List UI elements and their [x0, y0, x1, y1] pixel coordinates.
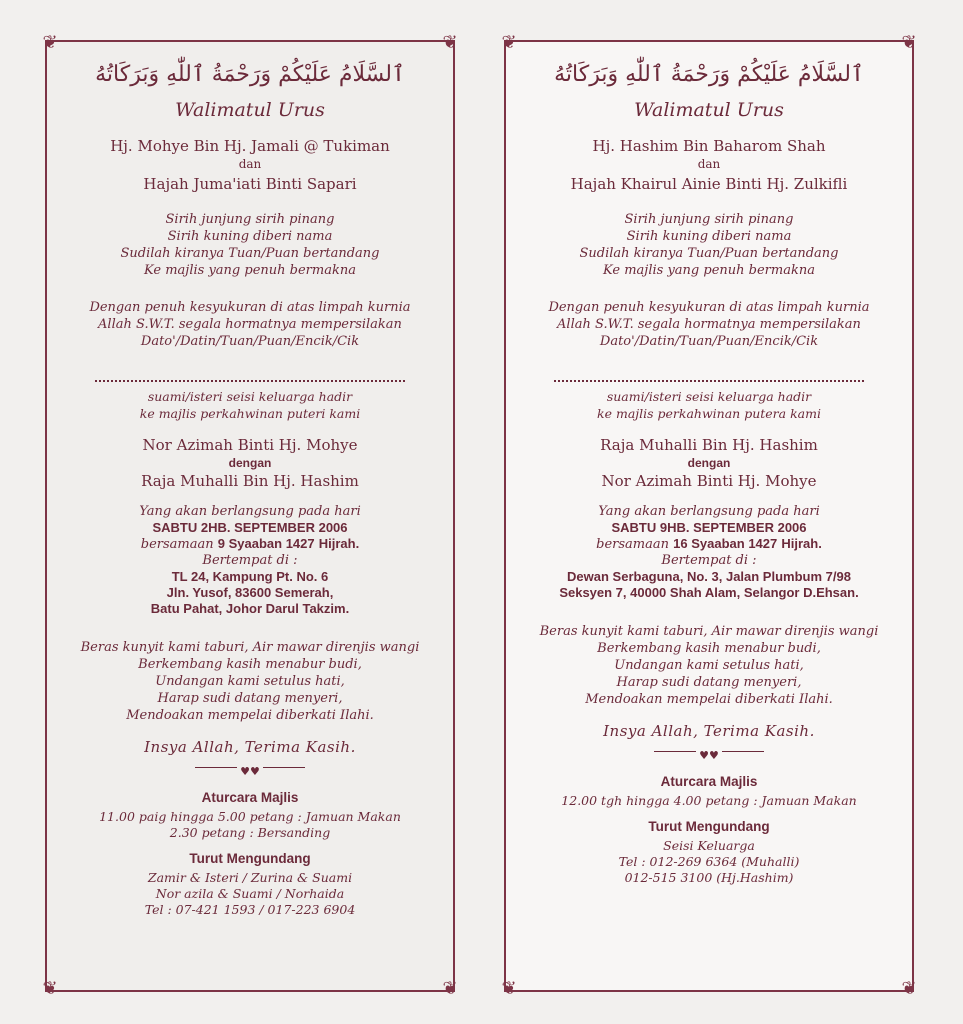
card-title: Walimatul Urus — [634, 99, 784, 121]
invite-lines: suami/isteri seisi keluarga hadir ke majlis perkahwinan puteri kami — [139, 389, 361, 421]
hearts-icon: ♥♥ — [237, 765, 263, 778]
pantun-verse: Sirih junjung sirih pinang Sirih kuning diberi nama Sudilah kiranya Tuan/Puan bertandang Ke majlis yang penuh bermakna — [579, 212, 839, 278]
invitation-text: Dengan penuh kesyukuran di atas limpah kurnia Allah S.W.T. segala hormatnya mempersilakan Dato'/Datin/Tuan/Puan/Encik/Cik — [548, 300, 870, 349]
event-date: SABTU 9HB. SEPTEMBER 2006 — [611, 520, 807, 535]
card-title: Walimatul Urus — [175, 99, 325, 121]
bride-name: Nor Azimah Binti Hj. Mohye — [142, 436, 358, 454]
hearts-icon: ♥♥ — [696, 749, 722, 762]
dengan-label: dengan — [687, 456, 731, 470]
thanks-text: Insya Allah, Terima Kasih. — [603, 722, 815, 740]
pantun-verse: Sirih junjung sirih pinang Sirih kuning diberi nama Sudilah kiranya Tuan/Puan bertandang Ke majlis yang penuh bermakna — [120, 212, 380, 278]
closing-verse: Beras kunyit kami taburi, Air mawar direnjis wangi Berkembang kasih menabur budi, Undangan kami setulus hati, Harap sudi datang menyeri, Mendoakan mempelai diberkati Ilahi. — [539, 624, 879, 707]
corner-ornament-icon: ❦ — [901, 32, 917, 53]
corner-ornament-icon: ❦ — [42, 978, 58, 999]
parent-father: Hj. Hashim Bin Baharom Shah — [592, 137, 826, 155]
corner-ornament-icon: ❦ — [442, 978, 458, 999]
groom-name: Raja Muhalli Bin Hj. Hashim — [600, 436, 818, 454]
dengan-label: dengan — [228, 456, 272, 470]
corner-ornament-icon: ❦ — [42, 32, 58, 53]
parent-mother: Hajah Khairul Ainie Binti Hj. Zulkifli — [570, 175, 848, 193]
bride-name: Nor Azimah Binti Hj. Mohye — [601, 472, 817, 490]
arabic-greeting: ٱلسَّلَامُ عَلَيْكُمْ وَرَحْمَةُ ٱللّٰهِ وَبَرَكَاتُهُ — [95, 62, 405, 87]
corner-ornament-icon: ❦ — [442, 32, 458, 53]
venue-address: Dewan Serbaguna, No. 3, Jalan Plumbum 7/98 Seksyen 7, 40000 Shah Alam, Selangor D.Ehsan. — [559, 569, 859, 600]
invitation-card-left: ❦ ❦ ❦ ❦ ٱلسَّلَامُ عَلَيْكُمْ وَرَحْمَةُ ٱللّٰهِ وَبَرَكَاتُهُ Walimatul Urus Hj. Mohye Bin Hj. Jamali @ Tukiman dan Hajah Juma'iati Binti Sapari Sirih junjung sirih pinang Sirih kuning diberi nama Sudilah kiranya Tuan/Puan bertandang Ke majlis yang penuh bermakna Dengan penuh kesyukuran di atas limpah kurnia Allah S.W.T. segala hormatnya mempersilakan Dato'/Datin/Tuan/Puan/Encik/Cik suami/isteri seisi keluarga hadir ke majlis perkahwinan puteri kami Nor Azimah Binti Hj. Mohye dengan Raja Muhalli Bin Hj. Hashim Yang akan berlangsung pada hari SABTU 2HB. SEPTEMBER 2006 bersamaan 9 Syaaban 1427 Hijrah. Bertempat di : TL 24, Kampung Pt. No. 6 Jln. Yusof, 83600 Semerah, Batu Pahat, Johor Darul Takzim. Beras kunyit kami taburi, Air mawar direnjis wangi Berkembang kasih menabur budi, Undangan kami setulus hati, Harap sudi datang menyeri, Mendoakan mempelai diberkati Ilahi. Insya Allah, Terima Kasih. ♥♥ Aturcara Majlis 11.00 paig hingga 5.00 petang : Jamuan Makan 2.30 petang : Bersanding Turut Mengundang Zamir & Isteri / Zurina & Suami Nor azila & Suami / Norhaida Tel : 07-421 1593 / 017-223 6904 — [45, 40, 455, 992]
invite-lines: suami/isteri seisi keluarga hadir ke majlis perkahwinan putera kami — [597, 389, 821, 421]
hearts-divider — [195, 760, 305, 778]
guest-name-line — [95, 380, 405, 382]
hearts-divider — [654, 744, 764, 762]
aturcara-title: Aturcara Majlis — [201, 790, 299, 805]
corner-ornament-icon: ❦ — [501, 978, 517, 999]
guest-name-line — [554, 380, 864, 382]
invitation-text: Dengan penuh kesyukuran di atas limpah kurnia Allah S.W.T. segala hormatnya mempersilakan Dato'/Datin/Tuan/Puan/Encik/Cik — [89, 300, 411, 349]
aturcara-title: Aturcara Majlis — [660, 774, 758, 789]
event-date: SABTU 2HB. SEPTEMBER 2006 — [152, 520, 348, 535]
thanks-text: Insya Allah, Terima Kasih. — [144, 738, 356, 756]
corner-ornament-icon: ❦ — [501, 32, 517, 53]
turut-title: Turut Mengundang — [189, 851, 311, 866]
parent-mother: Hajah Juma'iati Binti Sapari — [143, 175, 357, 193]
event-details: Yang akan berlangsung pada hari SABTU 2HB. SEPTEMBER 2006 bersamaan 9 Syaaban 1427 Hijrah. Bertempat di : TL 24, Kampung Pt. No. 6 Jln. Yusof, 83600 Semerah, Batu Pahat, Johor Darul Takzim. — [45, 504, 455, 617]
groom-name: Raja Muhalli Bin Hj. Hashim — [141, 472, 359, 490]
turut-title: Turut Mengundang — [648, 819, 770, 834]
invitation-card-right: ❦ ❦ ❦ ❦ ٱلسَّلَامُ عَلَيْكُمْ وَرَحْمَةُ ٱللّٰهِ وَبَرَكَاتُهُ Walimatul Urus Hj. Hashim Bin Baharom Shah dan Hajah Khairul Ainie Binti Hj. Zulkifli Sirih junjung sirih pinang Sirih kuning diberi nama Sudilah kiranya Tuan/Puan bertandang Ke majlis yang penuh bermakna Dengan penuh kesyukuran di atas limpah kurnia Allah S.W.T. segala hormatnya mempersilakan Dato'/Datin/Tuan/Puan/Encik/Cik suami/isteri seisi keluarga hadir ke majlis perkahwinan putera kami Raja Muhalli Bin Hj. Hashim dengan Nor Azimah Binti Hj. Mohye Yang akan berlangsung pada hari SABTU 9HB. SEPTEMBER 2006 bersamaan 16 Syaaban 1427 Hijrah. Bertempat di : Dewan Serbaguna, No. 3, Jalan Plumbum 7/98 Seksyen 7, 40000 Shah Alam, Selangor D.Ehsan. Beras kunyit kami taburi, Air mawar direnjis wangi Berkembang kasih menabur budi, Undangan kami setulus hati, Harap sudi datang menyeri, Mendoakan mempelai diberkati Ilahi. Insya Allah, Terima Kasih. ♥♥ Aturcara Majlis 12.00 tgh hingga 4.00 petang : Jamuan Makan Turut Mengundang Seisi Keluarga Tel : 012-269 6364 (Muhalli) 012-515 3100 (Hj.Hashim) — [504, 40, 914, 992]
dan-label: dan — [238, 157, 262, 171]
parent-father: Hj. Mohye Bin Hj. Jamali @ Tukiman — [110, 137, 390, 155]
event-details: Yang akan berlangsung pada hari SABTU 9HB. SEPTEMBER 2006 bersamaan 16 Syaaban 1427 Hijrah. Bertempat di : Dewan Serbaguna, No. 3, Jalan Plumbum 7/98 Seksyen 7, 40000 Shah Alam, Selangor D.Ehsan. — [504, 504, 914, 601]
dan-label: dan — [697, 157, 721, 171]
closing-verse: Beras kunyit kami taburi, Air mawar direnjis wangi Berkembang kasih menabur budi, Undangan kami setulus hati, Harap sudi datang menyeri, Mendoakan mempelai diberkati Ilahi. — [80, 640, 420, 723]
corner-ornament-icon: ❦ — [901, 978, 917, 999]
venue-address: TL 24, Kampung Pt. No. 6 Jln. Yusof, 83600 Semerah, Batu Pahat, Johor Darul Takzim. — [150, 569, 350, 616]
arabic-greeting: ٱلسَّلَامُ عَلَيْكُمْ وَرَحْمَةُ ٱللّٰهِ وَبَرَكَاتُهُ — [554, 62, 864, 87]
